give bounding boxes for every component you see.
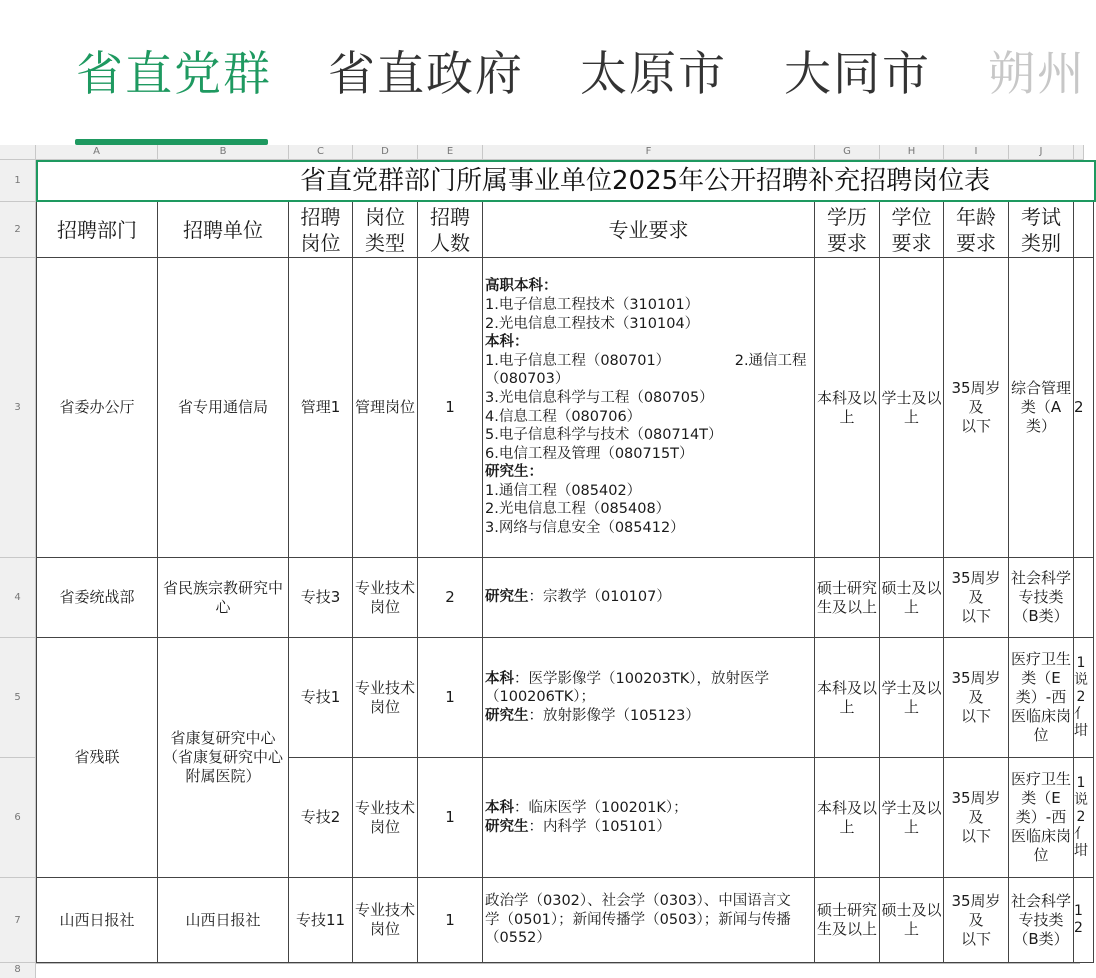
cell-type[interactable]: [353, 878, 418, 963]
row-header-8[interactable]: 8: [0, 963, 36, 978]
major-line: 2.光电信息工程技术（310104）: [485, 315, 700, 332]
cell-exam[interactable]: [1009, 638, 1074, 758]
cell-major[interactable]: [483, 258, 815, 558]
column-header-f[interactable]: F: [483, 145, 815, 160]
cell-unit[interactable]: [158, 258, 289, 558]
cell-post[interactable]: [289, 758, 353, 878]
cell-age[interactable]: [944, 758, 1009, 878]
major-line: 本科：医学影像学（100203TK），放射医学: [485, 670, 769, 687]
cell-text: 1: [445, 808, 455, 826]
tab-shuozhou[interactable]: 朔州: [988, 47, 1086, 102]
header-cell-unit[interactable]: [158, 202, 289, 258]
cell-text: 省委统战部: [59, 588, 135, 606]
cell-degree[interactable]: [880, 758, 944, 878]
cell-text: 省康复研究中心 （省康复研究中心 附属医院）: [162, 729, 283, 785]
spreadsheet[interactable]: [0, 145, 1088, 978]
cell-major[interactable]: [483, 558, 815, 638]
major-line: 政治学（0302）、社会学（0303）、中国语言文: [485, 893, 791, 910]
cell-text: 省委办公厅: [59, 398, 135, 416]
cell-text: 省民族宗教研究中 心: [162, 578, 283, 616]
major-line: 本科：临床医学（100201K）；: [485, 799, 688, 816]
header-cell-count[interactable]: [418, 202, 483, 258]
cell-text: 2: [445, 588, 455, 606]
category-tab-bar: [0, 0, 1086, 145]
cell-text: 2: [1074, 398, 1084, 416]
cell-edu[interactable]: [815, 258, 880, 558]
major-lines: [485, 799, 812, 836]
column-header-g[interactable]: G: [815, 145, 880, 160]
cell-age[interactable]: [944, 558, 1009, 638]
cell-major[interactable]: [483, 878, 815, 963]
cell-count[interactable]: [418, 878, 483, 963]
row-header-1[interactable]: 1: [0, 160, 36, 202]
row-header-7[interactable]: 7: [0, 878, 36, 963]
major-lines: [485, 277, 812, 537]
cell-text: 本科及以 上: [816, 798, 877, 836]
cell-text: 综合管理 类（A 类）: [1010, 379, 1071, 435]
cell-unit[interactable]: [158, 558, 289, 638]
major-lines: [485, 588, 812, 607]
major-line: 1.通信工程（085402）: [485, 482, 642, 499]
cell-degree[interactable]: [880, 638, 944, 758]
cell-text: 硕士研究 生及以上: [816, 578, 877, 616]
major-line: 学（0501）；新闻传播学（0503）；新闻与传播: [485, 911, 791, 928]
cell-type[interactable]: [353, 258, 418, 558]
major-lines: [485, 670, 812, 726]
cell-text: 35周岁及 以下: [951, 891, 1001, 948]
header-label: 专业要求: [608, 217, 689, 242]
header-cell-major[interactable]: [483, 202, 815, 258]
cell-text: 1 说 2 亻 坩: [1074, 775, 1088, 859]
major-line: （0552）: [485, 930, 551, 947]
cell-text: 管理岗位: [354, 398, 415, 416]
cell-text: 专业技术 岗位: [354, 678, 415, 716]
major-line: 研究生：: [485, 464, 543, 481]
cell-major[interactable]: [483, 758, 815, 878]
major-line: 3.网络与信息安全（085412）: [485, 520, 685, 537]
cell-text: 社会科学 专技类 （B类）: [1010, 891, 1071, 948]
cell-age[interactable]: [944, 878, 1009, 963]
cell-dept[interactable]: [36, 878, 158, 963]
header-label: 考试 类别: [1021, 204, 1061, 255]
cell-unit-merged[interactable]: [158, 638, 289, 878]
cell-k[interactable]: [1074, 878, 1094, 963]
cell-degree[interactable]: [880, 878, 944, 963]
cell-exam[interactable]: [1009, 758, 1074, 878]
cell-age[interactable]: [944, 258, 1009, 558]
header-label: 招聘单位: [183, 217, 263, 242]
cell-text: 社会科学 专技类 （B类）: [1010, 569, 1071, 625]
major-line: 本科：: [485, 334, 529, 351]
cell-dept[interactable]: [36, 558, 158, 638]
cell-degree[interactable]: [880, 558, 944, 638]
cell-text: 医疗卫生 类（E 类）-西 医临床岗 位: [1010, 650, 1071, 744]
cell-text: 本科及以 上: [816, 678, 877, 716]
major-line: （080703）: [485, 371, 570, 388]
cell-post[interactable]: [289, 558, 353, 638]
cell-count[interactable]: [418, 758, 483, 878]
cell-type[interactable]: [353, 758, 418, 878]
cell-post[interactable]: [289, 638, 353, 758]
major-line: 高职本科：: [485, 278, 558, 295]
column-header-d[interactable]: D: [353, 145, 418, 160]
cell-edu[interactable]: [815, 638, 880, 758]
cell-edu[interactable]: [815, 758, 880, 878]
header-label: 学历 要求: [827, 204, 867, 255]
cell-count[interactable]: [418, 258, 483, 558]
row-header-2[interactable]: 2: [0, 202, 36, 258]
cell-dept-merged[interactable]: [36, 638, 158, 878]
cell-degree[interactable]: [880, 258, 944, 558]
column-header-a[interactable]: A: [36, 145, 158, 160]
major-line: 5.电子信息科学与技术（080714T）: [485, 427, 723, 444]
row-header-3[interactable]: 3: [0, 258, 36, 558]
cell-text: 学士及以 上: [881, 798, 942, 836]
cell-text: 专技11: [295, 910, 346, 929]
column-header-c[interactable]: C: [289, 145, 353, 160]
cell-text: 1: [445, 398, 455, 416]
major-line: 3.光电信息科学与工程（080705）: [485, 389, 714, 406]
table-title-cell[interactable]: 省直党群部门所属事业单位2025年公开招聘补充招聘岗位表: [36, 160, 1096, 202]
header-label: 招聘 人数: [430, 204, 470, 255]
tab-datong[interactable]: 大同市: [784, 47, 931, 102]
cell-edu[interactable]: [815, 878, 880, 963]
cell-type[interactable]: [353, 558, 418, 638]
cell-text: 专技3: [300, 588, 341, 606]
cell-text: 学士及以 上: [881, 388, 942, 426]
cell-text: 山西日报社: [59, 910, 135, 929]
header-cell-exam[interactable]: [1009, 202, 1074, 258]
header-cell-degree[interactable]: [880, 202, 944, 258]
header-label: 招聘 岗位: [300, 204, 341, 255]
cell-text: 专业技术 岗位: [354, 901, 415, 938]
cell-k[interactable]: [1074, 558, 1094, 638]
cell-text: 省残联: [74, 748, 120, 766]
cell-text: 35周岁及 以下: [951, 669, 1001, 725]
header-label: 招聘部门: [57, 217, 137, 242]
cell-text: 35周岁及 以下: [951, 569, 1001, 625]
cell-text: 1 2: [1074, 903, 1083, 936]
tab-provincial-party[interactable]: 省直党群: [76, 47, 272, 102]
cell-k[interactable]: [1074, 258, 1094, 558]
cell-text: 山西日报社: [185, 910, 261, 929]
cell-unit[interactable]: [158, 878, 289, 963]
major-line: 4.信息工程（080706）: [485, 408, 642, 425]
cell-text: 硕士研究 生及以上: [816, 901, 877, 938]
cell-k[interactable]: [1074, 758, 1094, 878]
cell-post[interactable]: [289, 258, 353, 558]
column-header-e[interactable]: E: [418, 145, 483, 160]
header-label: 年龄 要求: [956, 204, 996, 255]
header-cell-dept[interactable]: [36, 202, 158, 258]
cell-exam[interactable]: [1009, 558, 1074, 638]
cell-post[interactable]: [289, 878, 353, 963]
major-line: 研究生：宗教学（010107）: [485, 589, 671, 606]
major-line: 2.光电信息工程（085408）: [485, 501, 671, 518]
major-line: 研究生：内科学（105101）: [485, 818, 671, 835]
column-header-b[interactable]: B: [158, 145, 289, 160]
row-header-4[interactable]: 4: [0, 558, 36, 638]
cell-text: 医疗卫生 类（E 类）-西 医临床岗 位: [1010, 770, 1071, 864]
cell-text: 专业技术 岗位: [354, 798, 415, 836]
cell-count[interactable]: [418, 558, 483, 638]
major-line: 6.电信工程及管理（080715T）: [485, 445, 694, 462]
cell-text: 本科及以 上: [816, 388, 877, 426]
column-header-h[interactable]: H: [880, 145, 944, 160]
cell-text: 1: [445, 910, 455, 929]
cell-age[interactable]: [944, 638, 1009, 758]
header-cell-post[interactable]: [289, 202, 353, 258]
cell-count[interactable]: [418, 638, 483, 758]
cell-text: 35周岁及 以下: [951, 379, 1001, 435]
major-lines: [485, 892, 812, 948]
header-cell-type[interactable]: [353, 202, 418, 258]
major-line: （100206TK）；: [485, 689, 595, 706]
cell-major[interactable]: [483, 638, 815, 758]
cell-text: 硕士及以 上: [881, 578, 942, 616]
cell-text: 学士及以 上: [881, 678, 942, 716]
tab-provincial-government[interactable]: 省直政府: [328, 47, 524, 102]
header-label: 岗位 类型: [365, 204, 405, 255]
tab-taiyuan[interactable]: 太原市: [580, 47, 727, 102]
cell-text: 1 说 2 亻 坩: [1074, 655, 1088, 739]
column-header-i[interactable]: I: [944, 145, 1009, 160]
cell-text: 35周岁及 以下: [951, 789, 1001, 845]
major-line: 研究生：放射影像学（105123）: [485, 707, 700, 724]
header-label: 学位 要求: [891, 204, 932, 255]
header-cell-k[interactable]: [1074, 202, 1094, 258]
row-header-5[interactable]: 5: [0, 638, 36, 758]
major-line: 1.电子信息工程技术（310101）: [485, 296, 700, 313]
cell-text: 专技1: [300, 688, 341, 706]
cell-text: 1: [445, 688, 455, 706]
cell-text: 专技2: [300, 808, 341, 826]
cell-dept[interactable]: [36, 258, 158, 558]
cell-k[interactable]: [1074, 638, 1094, 758]
cell-edu[interactable]: [815, 558, 880, 638]
cell-exam[interactable]: [1009, 878, 1074, 963]
header-cell-age[interactable]: [944, 202, 1009, 258]
column-header-k[interactable]: [1074, 145, 1084, 160]
cell-text: 专业技术 岗位: [354, 578, 415, 616]
cell-exam[interactable]: [1009, 258, 1074, 558]
column-header-j[interactable]: J: [1009, 145, 1074, 160]
cell-type[interactable]: [353, 638, 418, 758]
cell-text: 省专用通信局: [177, 398, 268, 416]
cell-text: 硕士及以 上: [881, 901, 942, 938]
header-cell-edu[interactable]: [815, 202, 880, 258]
row-header-6[interactable]: 6: [0, 758, 36, 878]
major-line: 1.电子信息工程（080701） 2.通信工程: [485, 352, 807, 369]
cell-text: 管理1: [300, 398, 341, 416]
row-8-gridline: [36, 963, 1080, 964]
select-all-corner[interactable]: [0, 145, 36, 160]
